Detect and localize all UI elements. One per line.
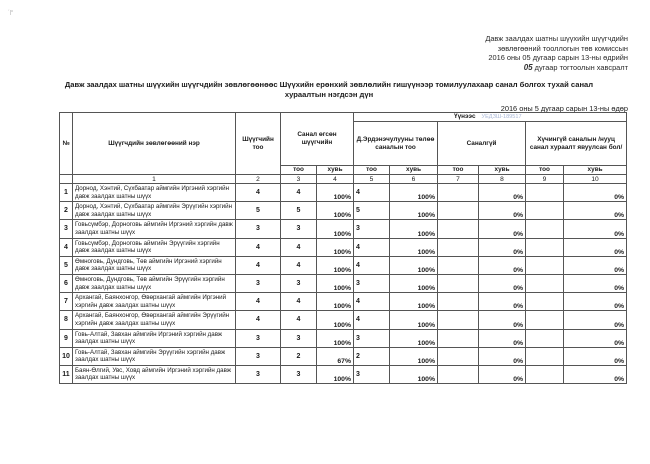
none-count <box>438 311 479 329</box>
invalid-count <box>526 274 564 292</box>
voted-percent: 100% <box>317 256 354 274</box>
sub-header-count: тоо <box>438 166 479 175</box>
sub-header-percent: хувь <box>479 166 526 175</box>
judges-count: 4 <box>236 293 281 311</box>
council-name: Говьсүмбэр, Дорноговь аймгийн Эрүүгийн хэргийн давж заалдах шатны шүүх <box>73 238 236 256</box>
voted-percent: 100% <box>317 311 354 329</box>
row-number: 11 <box>60 365 73 383</box>
row-number: 3 <box>60 220 73 238</box>
votes-count: 3 <box>354 274 390 292</box>
voted-count: 4 <box>281 184 317 202</box>
none-percent: 0% <box>479 293 526 311</box>
voted-percent: 100% <box>317 202 354 220</box>
voted-count: 4 <box>281 311 317 329</box>
voted-percent: 100% <box>317 184 354 202</box>
resolution-number: 05 <box>523 62 533 72</box>
council-name: Дорнод, Хэнтий, Сүхбаатар аймгийн Эрүүгийн хэргийн давж заалдах шатны шүүх <box>73 202 236 220</box>
invalid-count <box>526 293 564 311</box>
invalid-percent: 0% <box>564 293 627 311</box>
none-count <box>438 274 479 292</box>
col-header-group <box>354 113 627 122</box>
voted-percent: 100% <box>317 238 354 256</box>
none-percent: 0% <box>479 184 526 202</box>
none-percent: 0% <box>479 365 526 383</box>
votes-count: 2 <box>354 347 390 365</box>
col-header-council: Шүүгчдийн зөвлөгөөний нэр <box>73 113 236 175</box>
results-table <box>59 112 627 384</box>
invalid-percent: 0% <box>564 365 627 383</box>
header-note-line: зөвлөгөөний тооллогын төв комиссын <box>497 43 628 53</box>
voted-count: 2 <box>281 347 317 365</box>
table-row <box>60 238 627 256</box>
invalid-count <box>526 347 564 365</box>
col-header-erdenechuluun: Д.Эрдэнэчулууны төлөө саналын тоо <box>354 122 438 166</box>
column-index: 5 <box>354 175 390 184</box>
header-note-line <box>368 63 628 73</box>
voted-percent: 100% <box>317 329 354 347</box>
table-row <box>60 256 627 274</box>
none-count <box>438 365 479 383</box>
council-name: Дорнод, Хэнтий, Сүхбаатар аймгийн Иргэний хэргийн давж заалдах шатны шүүх <box>73 184 236 202</box>
none-percent: 0% <box>479 311 526 329</box>
row-number: 2 <box>60 202 73 220</box>
voted-count: 4 <box>281 293 317 311</box>
table-row <box>60 329 627 347</box>
column-index: 4 <box>317 175 354 184</box>
voted-percent: 67% <box>317 347 354 365</box>
none-count <box>438 347 479 365</box>
votes-percent: 100% <box>390 238 438 256</box>
council-name: Архангай, Баянхонгор, Өвөрхангай аймгийн Эрүүгийн хэргийн давж заалдах шатны шүүх <box>73 311 236 329</box>
votes-percent: 100% <box>390 256 438 274</box>
invalid-percent: 0% <box>564 347 627 365</box>
table-row <box>60 311 627 329</box>
invalid-percent: 0% <box>564 311 627 329</box>
votes-percent: 100% <box>390 329 438 347</box>
judges-count: 4 <box>236 311 281 329</box>
col-header-no: № <box>60 113 73 175</box>
invalid-count <box>526 365 564 383</box>
row-number: 10 <box>60 347 73 365</box>
invalid-percent: 0% <box>564 184 627 202</box>
header-note <box>368 34 628 72</box>
none-percent: 0% <box>479 202 526 220</box>
sub-header-count: тоо <box>526 166 564 175</box>
table-row <box>60 293 627 311</box>
table-row <box>60 220 627 238</box>
judges-count: 3 <box>236 347 281 365</box>
votes-count: 5 <box>354 202 390 220</box>
none-count <box>438 293 479 311</box>
votes-percent: 100% <box>390 220 438 238</box>
council-name: Говьсүмбэр, Дорноговь аймгийн Иргэний хэргийн давж заалдах шатны шүүх <box>73 220 236 238</box>
votes-count: 4 <box>354 184 390 202</box>
judges-count: 3 <box>236 365 281 383</box>
judges-count: 4 <box>236 184 281 202</box>
votes-count: 4 <box>354 256 390 274</box>
voted-count: 3 <box>281 274 317 292</box>
header-note-line: 2016 оны 05 дугаар сарын 13-ны өдрийн <box>488 53 628 63</box>
none-count <box>438 184 479 202</box>
judges-count: 4 <box>236 238 281 256</box>
sub-header-percent: хувь <box>390 166 438 175</box>
votes-percent: 100% <box>390 184 438 202</box>
none-percent: 0% <box>479 238 526 256</box>
table-row <box>60 202 627 220</box>
voted-count: 3 <box>281 365 317 383</box>
voted-count: 4 <box>281 256 317 274</box>
column-index: 9 <box>526 175 564 184</box>
votes-count: 4 <box>354 311 390 329</box>
row-number: 6 <box>60 274 73 292</box>
document-title: Давж заалдах шатны шүүхийн шүүгчдийн зөвлөгөөнөөс Шүүхийн ерөнхий зөвлөлийн гишүүнээр томилуулахаар санал болгох тухай санал хураалтын нэгдсэн дүн <box>64 80 594 99</box>
col-header-none: Саналгүй <box>438 122 526 166</box>
none-percent: 0% <box>479 329 526 347</box>
column-index: 10 <box>564 175 627 184</box>
none-percent: 0% <box>479 220 526 238</box>
invalid-count <box>526 238 564 256</box>
voted-count: 3 <box>281 329 317 347</box>
judges-count: 3 <box>236 220 281 238</box>
invalid-percent: 0% <box>564 202 627 220</box>
group-label: Үүнээс <box>454 113 476 120</box>
none-percent: 0% <box>479 274 526 292</box>
none-count <box>438 202 479 220</box>
voted-count: 5 <box>281 202 317 220</box>
none-percent: 0% <box>479 256 526 274</box>
judges-count: 4 <box>236 256 281 274</box>
council-name: Говь-Алтай, Завхан аймгийн Эрүүгийн хэргийн давж заалдах шатны шүүх <box>73 347 236 365</box>
column-index: 8 <box>479 175 526 184</box>
none-percent: 0% <box>479 347 526 365</box>
column-index: 6 <box>390 175 438 184</box>
invalid-count <box>526 184 564 202</box>
council-name: Өмноговь, Дундговь, Төв аймгийн Эрүүгийн хэргийн давж заалдах шатны шүүх <box>73 274 236 292</box>
header-note-line-text: дугаар тогтоолын хавсралт <box>534 62 628 72</box>
none-count <box>438 238 479 256</box>
judges-count: 5 <box>236 202 281 220</box>
judges-count: 3 <box>236 274 281 292</box>
column-index-row <box>60 175 627 184</box>
sub-header-count: тоо <box>281 166 317 175</box>
col-header-invalid: Хүчингүй саналын /нууц санал хураалт явуулсан бол/ <box>526 122 627 166</box>
invalid-count <box>526 220 564 238</box>
votes-count: 4 <box>354 293 390 311</box>
votes-count: 4 <box>354 238 390 256</box>
column-index: 3 <box>281 175 317 184</box>
votes-count: 3 <box>354 329 390 347</box>
row-number: 8 <box>60 311 73 329</box>
votes-percent: 100% <box>390 202 438 220</box>
row-number: 1 <box>60 184 73 202</box>
invalid-count <box>526 311 564 329</box>
table-row <box>60 365 627 383</box>
col-header-judges: Шүүгчийн тоо <box>236 113 281 175</box>
table-row <box>60 347 627 365</box>
row-number: 9 <box>60 329 73 347</box>
none-count <box>438 329 479 347</box>
votes-percent: 100% <box>390 311 438 329</box>
voted-percent: 100% <box>317 293 354 311</box>
table-row <box>60 274 627 292</box>
council-name: Архангай, Баянхонгор, Өвөрхангай аймгийн Иргэний хэргийн давж заалдах шатны шүүх <box>73 293 236 311</box>
none-count <box>438 220 479 238</box>
header-note-line: Давж заалдах шатны шүүхийн шүүгчдийн <box>485 34 628 43</box>
votes-percent: 100% <box>390 347 438 365</box>
invalid-percent: 0% <box>564 238 627 256</box>
voted-percent: 100% <box>317 220 354 238</box>
sub-header-count: тоо <box>354 166 390 175</box>
votes-count: 3 <box>354 220 390 238</box>
votes-count: 3 <box>354 365 390 383</box>
judges-count: 3 <box>236 329 281 347</box>
invalid-percent: 0% <box>564 274 627 292</box>
votes-percent: 100% <box>390 365 438 383</box>
registration-stamp: УЕДЗШ-189517 <box>481 114 522 120</box>
document-date: 2016 оны 5 дугаар сарын 13-ны өдөр <box>500 104 628 113</box>
invalid-percent: 0% <box>564 256 627 274</box>
row-number: 5 <box>60 256 73 274</box>
votes-percent: 100% <box>390 274 438 292</box>
voted-percent: 100% <box>317 365 354 383</box>
voted-percent: 100% <box>317 274 354 292</box>
column-index: 7 <box>438 175 479 184</box>
voted-count: 3 <box>281 220 317 238</box>
council-name: Говь-Алтай, Завхан аймгийн Иргэний хэргийн давж заалдах шатны шүүх <box>73 329 236 347</box>
results-table-body <box>60 175 627 384</box>
corner-mark: ´|° <box>8 10 13 16</box>
invalid-percent: 0% <box>564 220 627 238</box>
invalid-percent: 0% <box>564 329 627 347</box>
row-number: 4 <box>60 238 73 256</box>
invalid-count <box>526 329 564 347</box>
invalid-count <box>526 256 564 274</box>
council-name: Баян-Өлгий, Увс, Ховд аймгийн Иргэний хэргийн давж заалдах шатны шүүх <box>73 365 236 383</box>
column-index: 1 <box>73 175 236 184</box>
sub-header-percent: хувь <box>317 166 354 175</box>
row-number: 7 <box>60 293 73 311</box>
column-index: 2 <box>236 175 281 184</box>
voted-count: 4 <box>281 238 317 256</box>
col-header-voted: Санал өгсөн шүүгчийн <box>281 113 354 166</box>
council-name: Өмноговь, Дундговь, Төв аймгийн Иргэний хэргийн давж заалдах шатны шүүх <box>73 256 236 274</box>
invalid-count <box>526 202 564 220</box>
table-row <box>60 184 627 202</box>
votes-percent: 100% <box>390 293 438 311</box>
sub-header-percent: хувь <box>564 166 627 175</box>
none-count <box>438 256 479 274</box>
